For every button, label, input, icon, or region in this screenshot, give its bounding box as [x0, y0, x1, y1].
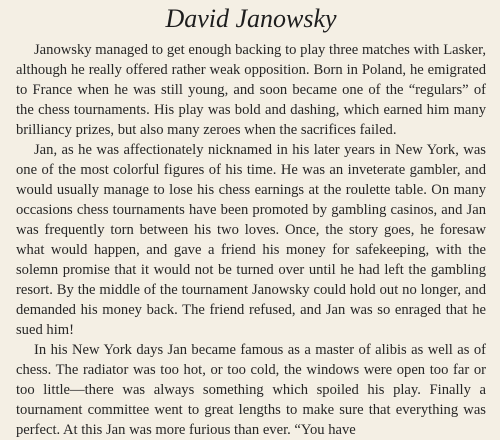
paragraph-1: Janowsky managed to get enough backing to play three matches with Lasker, although he really offered rather weak opposition. Born in Poland, he emigrated to France when he was still young, and soon became one of the “regulars” of the chess tournaments. His play was bold and dashing, which earned him many brilliancy prizes, but also many zeroes when the sacrifices failed.	[16, 42, 486, 138]
page-title: David Janowsky	[165, 4, 337, 33]
body-text	[16, 40, 486, 440]
paragraph-3: In his New York days Jan became famous as a master of alibis as well as of chess. The radiator was too hot, or too cold, the windows were open too far or too little—there was always something which spoiled his play. Finally a tournament committee went to great lengths to make sure that everything was perfect. At this Jan was more furious than ever. “You have	[16, 342, 486, 438]
paragraph-2: Jan, as he was affectionately nicknamed in his later years in New York, was one of the most colorful figures of his time. He was an inveterate gambler, and would usually manage to lose his chess earnings at the roulette table. On many occasions chess tournaments have been promoted by gambling casinos, and Jan was frequently torn between his two loves. Once, the story goes, he foresaw what would happen, and gave a friend his money for safekeeping, with the solemn promise that it would not be turned over until he had left the gambling resort. By the middle of the tournament Janowsky could hold out no longer, and demanded his money back. The friend refused, and Jan was so enraged that he sued him!	[16, 142, 486, 338]
